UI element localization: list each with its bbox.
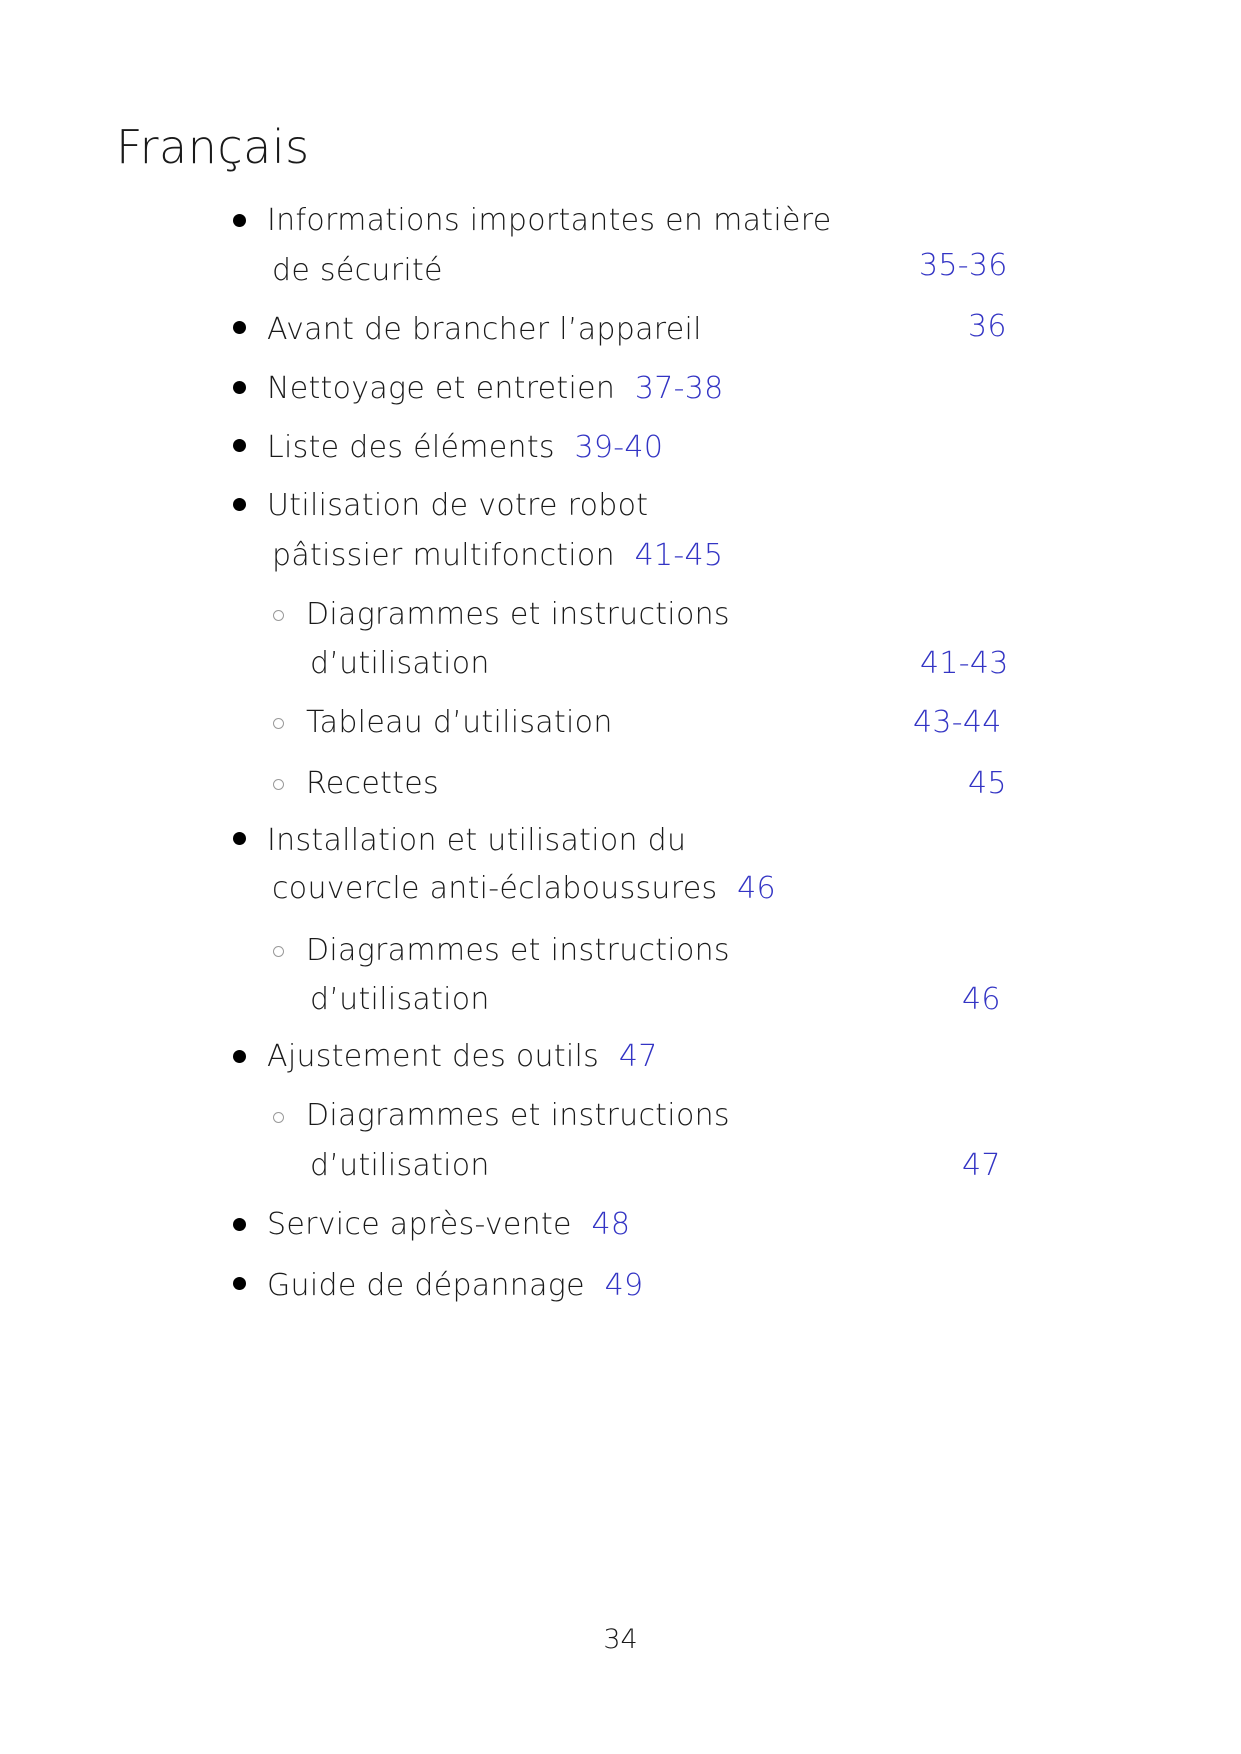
bullet-icon: [233, 381, 246, 394]
toc-entry-troubleshooting: Guide de dépannage 49: [267, 1268, 644, 1303]
toc-entry-tool-adjustment-page: 47: [618, 1039, 658, 1074]
toc-entry-splash-guard-line1: Installation et utilisation du: [267, 823, 687, 858]
toc-subentry-tool-diagrams-line2: d’utilisation: [310, 1148, 490, 1183]
circle-bullet-icon: [273, 610, 284, 621]
toc-entry-safety-line1: Informations importantes en matière: [267, 203, 832, 238]
toc-entry-splash-guard-page: 46: [737, 871, 776, 906]
circle-bullet-icon: [273, 718, 284, 729]
toc-entry-cleaning-page: 37-38: [634, 371, 724, 406]
circle-bullet-icon: [273, 1112, 284, 1123]
toc-subentry-recipes-page: 45: [968, 766, 1007, 801]
toc-entry-cleaning: Nettoyage et entretien 37-38: [267, 371, 724, 406]
toc-entry-before-plugging: Avant de brancher l’appareil: [267, 312, 702, 347]
toc-subentry-splash-diagrams-line1: Diagrammes et instructions: [306, 933, 730, 968]
toc-subentry-diagrams-page: 41-43: [920, 646, 1009, 681]
bullet-icon: [233, 1277, 246, 1290]
bullet-icon: [233, 1218, 246, 1231]
toc-entry-parts-list-page: 39-40: [574, 430, 664, 465]
toc-subentry-diagrams-line2: d’utilisation: [310, 646, 490, 681]
toc-subentry-usage-table-page: 43-44: [913, 705, 1002, 740]
page-title: Français: [116, 120, 310, 174]
toc-entry-using-mixer-page: 41-45: [634, 538, 724, 573]
toc-subentry-splash-diagrams-line2: d’utilisation: [310, 982, 490, 1017]
bullet-icon: [233, 214, 246, 227]
toc-entry-using-mixer-line1: Utilisation de votre robot: [267, 488, 649, 523]
toc-entry-after-sales: Service après-vente 48: [267, 1207, 631, 1242]
toc-subentry-tool-diagrams-page: 47: [962, 1148, 1001, 1183]
toc-entry-parts-list: Liste des éléments 39-40: [267, 430, 664, 465]
bullet-icon: [233, 321, 246, 334]
toc-entry-before-plugging-page: 36: [968, 309, 1007, 344]
toc-subentry-recipes: Recettes: [306, 766, 439, 801]
bullet-icon: [233, 832, 246, 845]
toc-entry-using-mixer-line2: pâtissier multifonction 41-45: [272, 538, 724, 573]
circle-bullet-icon: [273, 779, 284, 790]
toc-entry-tool-adjustment: Ajustement des outils 47: [267, 1039, 658, 1074]
toc-entry-safety-page: 35-36: [919, 248, 1008, 283]
toc-subentry-splash-diagrams-page: 46: [962, 982, 1001, 1017]
toc-subentry-diagrams-line1: Diagrammes et instructions: [306, 597, 730, 632]
toc-entry-after-sales-page: 48: [591, 1207, 631, 1242]
toc-subentry-tool-diagrams-line1: Diagrammes et instructions: [306, 1098, 730, 1133]
bullet-icon: [233, 498, 246, 511]
circle-bullet-icon: [273, 946, 284, 957]
toc-entry-splash-guard-line2: couvercle anti-éclaboussures 46: [272, 871, 776, 906]
bullet-icon: [233, 1050, 246, 1063]
toc-subentry-usage-table: Tableau d’utilisation: [306, 705, 613, 740]
toc-entry-safety-line2: de sécurité: [272, 253, 443, 288]
bullet-icon: [233, 439, 246, 452]
toc-entry-troubleshooting-page: 49: [604, 1268, 644, 1303]
page-number: 34: [603, 1624, 638, 1655]
